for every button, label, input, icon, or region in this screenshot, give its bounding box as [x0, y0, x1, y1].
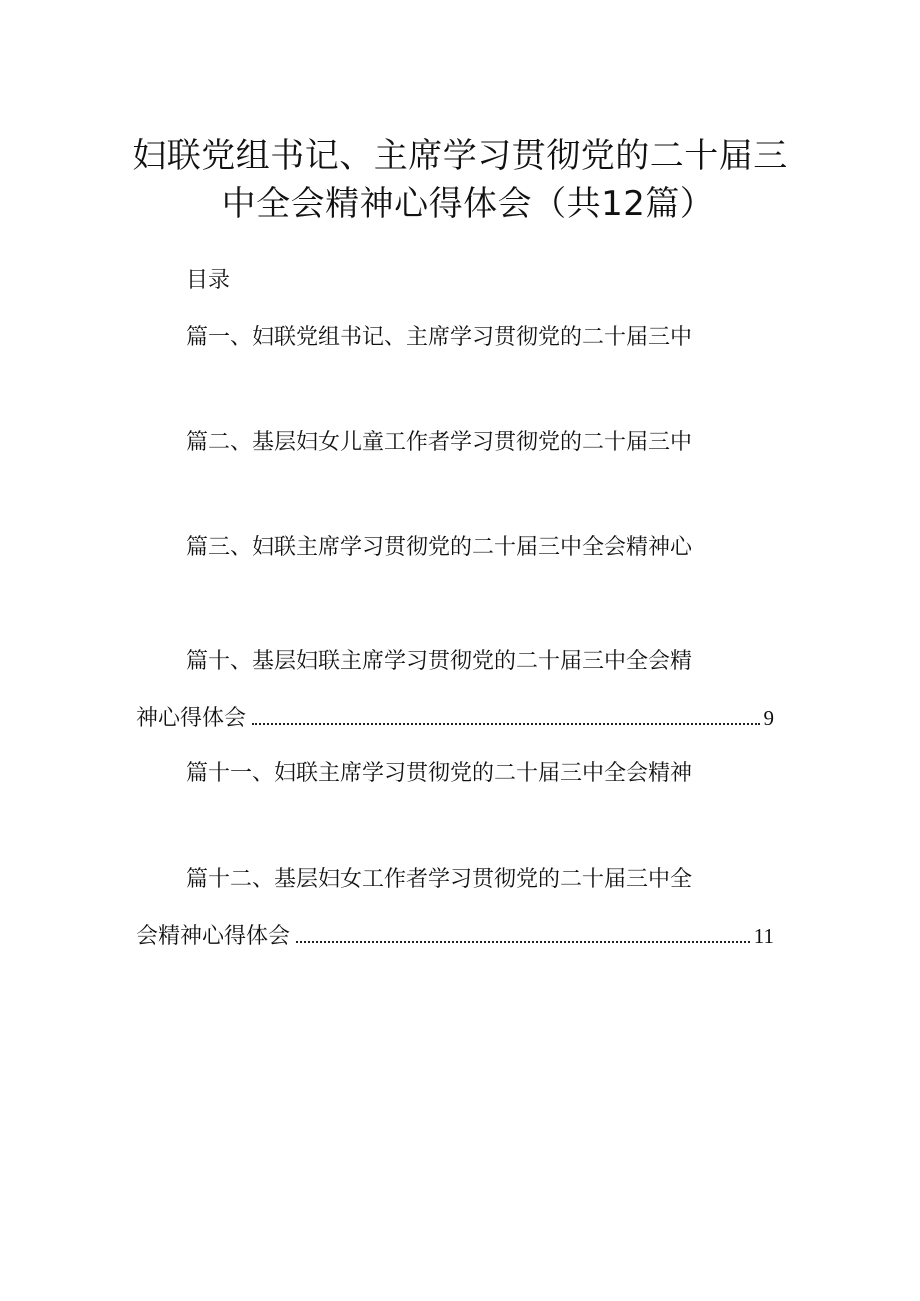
toc-entry-12-page-number: 11	[753, 924, 774, 948]
document-title-line-2: 中全会精神心得体会（共12篇）	[221, 184, 715, 224]
toc-entry-2[interactable]: 篇二、基层妇女儿童工作者学习贯彻党的二十届三中	[186, 430, 693, 455]
toc-entry-12-continuation[interactable]	[136, 921, 774, 952]
toc-entry-12-continuation-text: 会精神心得体会	[136, 924, 291, 949]
toc-heading: 目录	[186, 268, 231, 293]
toc-leader-dots	[296, 940, 750, 943]
toc-leader-dots	[252, 722, 759, 725]
toc-entry-12[interactable]: 篇十二、基层妇女工作者学习贯彻党的二十届三中全	[186, 867, 693, 892]
toc-entry-10-page-number: 9	[763, 706, 774, 730]
toc-entry-10-continuation[interactable]	[136, 703, 774, 734]
toc-entry-3[interactable]: 篇三、妇联主席学习贯彻党的二十届三中全会精神心	[186, 535, 693, 560]
toc-entry-1[interactable]: 篇一、妇联党组书记、主席学习贯彻党的二十届三中	[186, 325, 693, 350]
toc-entry-10[interactable]: 篇十、基层妇联主席学习贯彻党的二十届三中全会精	[186, 649, 693, 674]
toc-entry-11[interactable]: 篇十一、妇联主席学习贯彻党的二十届三中全会精神	[186, 761, 693, 786]
document-title-line-1: 妇联党组书记、主席学习贯彻党的二十届三	[132, 136, 788, 176]
toc-entry-10-continuation-text: 神心得体会	[136, 706, 247, 731]
